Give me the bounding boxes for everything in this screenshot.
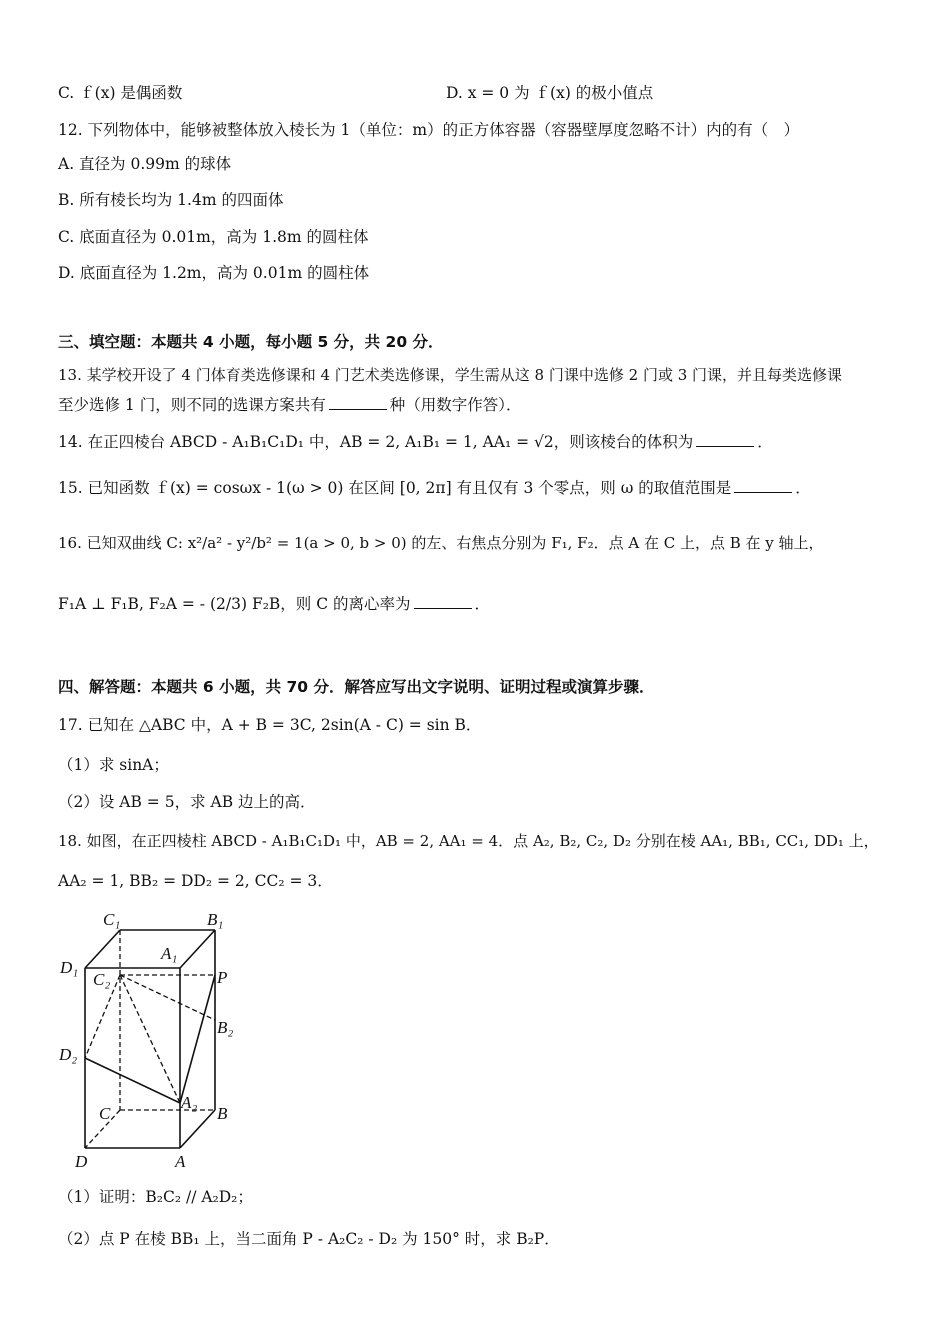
q12-option-d: D. 底面直径为 1.2m，高为 0.01m 的圆柱体 (58, 264, 370, 282)
q18-stem-line-1: 18. 如图，在正四棱柱 ABCD - A₁B₁C₁D₁ 中，AB = 2, AA₁ = 4．点 A₂, B₂, C₂, D₂ 分别在棱 AA₁, BB₁, CC₁, DD₁ 上， (58, 832, 879, 850)
q16-line-2 (58, 593, 490, 615)
label-b2: B₂ (217, 1018, 234, 1037)
q14-stem (58, 431, 773, 453)
q13-answer-blank (329, 395, 387, 410)
q17-stem: 17. 已知在 △ABC 中，A + B = 3C, 2sin(A - C) = sin B． (58, 716, 482, 734)
q16-line-1: 16. 已知双曲线 C: x²/a² - y²/b² = 1(a > 0, b > 0) 的左、右焦点分别为 F₁, F₂．点 A 在 C 上，点 B 在 y 轴上， (58, 534, 824, 552)
q14-answer-blank (696, 432, 754, 447)
edge-b1-a1 (180, 930, 215, 968)
label-a1: A₁ (161, 944, 178, 963)
q13-line-1: 13. 某学校开设了 4 门体育类选修课和 4 门艺术类选修课，学生需从这 8 门课中选修 2 门或 3 门课，并且每类选修课 (58, 366, 843, 384)
q16-answer-blank (414, 594, 472, 609)
label-a: A (175, 1152, 186, 1171)
edge-d1-c1 (85, 930, 120, 968)
edge-c2-b2 (120, 975, 215, 1020)
section-3-heading: 三、填空题：本题共 4 小题，每小题 5 分，共 20 分． (58, 333, 444, 351)
label-b1: B₁ (207, 910, 224, 929)
label-b: B (217, 1104, 228, 1123)
label-c1: C₁ (103, 910, 121, 929)
q17-part-1: （1）求 sinA； (58, 756, 169, 774)
q12-option-c: C. 底面直径为 0.01m，高为 1.8m 的圆柱体 (58, 228, 369, 246)
q13-line-2 (58, 394, 521, 416)
q12-option-a: A. 直径为 0.99m 的球体 (58, 155, 232, 173)
label-c: C (99, 1104, 111, 1123)
q13-line-2-tail: 种（用数字作答）． (389, 396, 522, 414)
q11-option-c: C. ｆ(x) 是偶函数 (58, 84, 183, 102)
q12-stem: 12. 下列物体中，能够被整体放入棱长为 1（单位：m）的正方体容器（容器壁厚度忽略不计）内的有（ ） (58, 121, 800, 139)
edge-a2-p (180, 975, 215, 1103)
q13-line-2-text: 至少选修 1 门，则不同的选课方案共有 (58, 396, 326, 414)
q16-tail: ． (474, 595, 491, 613)
q18-stem-line-2: AA₂ = 1, BB₂ = DD₂ = 2, CC₂ = 3． (58, 872, 333, 890)
label-a2: A₂ (181, 1093, 198, 1112)
q17-part-2: （2）设 AB = 5，求 AB 边上的高． (58, 793, 316, 811)
q15-answer-blank (734, 478, 792, 493)
q12-option-b: B. 所有棱长均为 1.4m 的四面体 (58, 191, 284, 209)
label-d1: D₁ (60, 958, 79, 977)
label-d2: D₂ (59, 1045, 78, 1064)
q14-text: 14. 在正四棱台 ABCD - A₁B₁C₁D₁ 中，AB = 2, A₁B₁ = 1, AA₁ = √2，则该棱台的体积为 (58, 433, 694, 451)
q15-stem (58, 477, 811, 499)
section-4-heading: 四、解答题：本题共 6 小题，共 70 分．解答应写出文字说明、证明过程或演算步骤． (58, 678, 655, 696)
edge-a-b (180, 1110, 215, 1148)
label-d: D (75, 1152, 88, 1171)
q14-tail: ． (757, 433, 773, 451)
edge-d2-a2 (85, 1058, 180, 1103)
q11-option-d: D. x = 0 为 ｆ(x) 的极小值点 (446, 84, 654, 102)
edge-c2-a2 (120, 975, 180, 1103)
q16-text: F₁A ⊥ F₁B, F₂A = - (2/3) F₂B，则 C 的离心率为 (58, 595, 411, 613)
q15-tail: ． (795, 479, 811, 497)
q18-part-1: （1）证明：B₂C₂ // A₂D₂； (58, 1188, 253, 1206)
label-p: P (217, 968, 228, 987)
q18-part-2: （2）点 P 在棱 BB₁ 上，当二面角 P - A₂C₂ - D₂ 为 150° 时，求 B₂P． (58, 1230, 560, 1248)
label-c2: C₂ (93, 970, 111, 989)
prism-figure (55, 905, 255, 1175)
q15-text: 15. 已知函数 ｆ(x) = cosωx - 1(ω > 0) 在区间 [0, 2π] 有且仅有 3 个零点，则 ω 的取值范围是 (58, 479, 732, 497)
